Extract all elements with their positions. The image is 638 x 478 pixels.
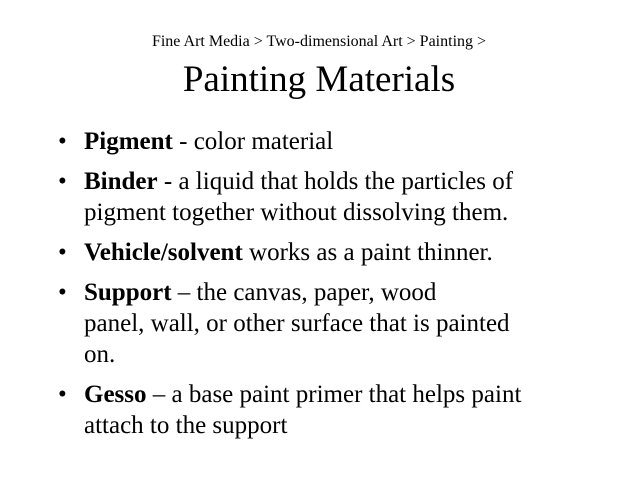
bullet-text: – a base paint primer that helps paint — [146, 381, 522, 408]
bullet-line — [84, 166, 598, 197]
bullet-item-vehicle-solvent — [58, 237, 598, 268]
bullet-list — [58, 126, 598, 450]
bullet-text: on. — [84, 341, 116, 368]
bullet-line — [84, 126, 598, 157]
bullet-term: Binder — [84, 168, 158, 195]
bullet-text: panel, wall, or other surface that is painted — [84, 310, 510, 337]
bullet-line — [84, 277, 598, 308]
bullet-text: works as a paint thinner. — [242, 239, 493, 266]
bullet-text: – the canvas, paper, wood — [171, 279, 437, 306]
bullet-text: attach to the support — [84, 412, 288, 439]
bullet-item-support — [58, 277, 598, 370]
bullet-term: Vehicle/solvent — [84, 239, 243, 266]
slide-title: Painting Materials — [182, 59, 456, 100]
bullet-text: - a liquid that holds the particles of — [157, 168, 514, 195]
bullet-item-pigment — [58, 126, 598, 157]
bullet-term: Gesso — [84, 381, 147, 408]
bullet-item-binder — [58, 166, 598, 228]
breadcrumb: Fine Art Media > Two-dimensional Art > Painting > — [151, 33, 487, 50]
bullet-line — [84, 379, 598, 410]
bullet-term: Pigment — [84, 128, 173, 155]
bullet-line — [84, 237, 598, 268]
bullet-text: pigment together without dissolving them. — [84, 199, 509, 226]
bullet-term: Support — [84, 279, 172, 306]
bullet-item-gesso — [58, 379, 598, 441]
bullet-text: - color material — [172, 128, 334, 155]
